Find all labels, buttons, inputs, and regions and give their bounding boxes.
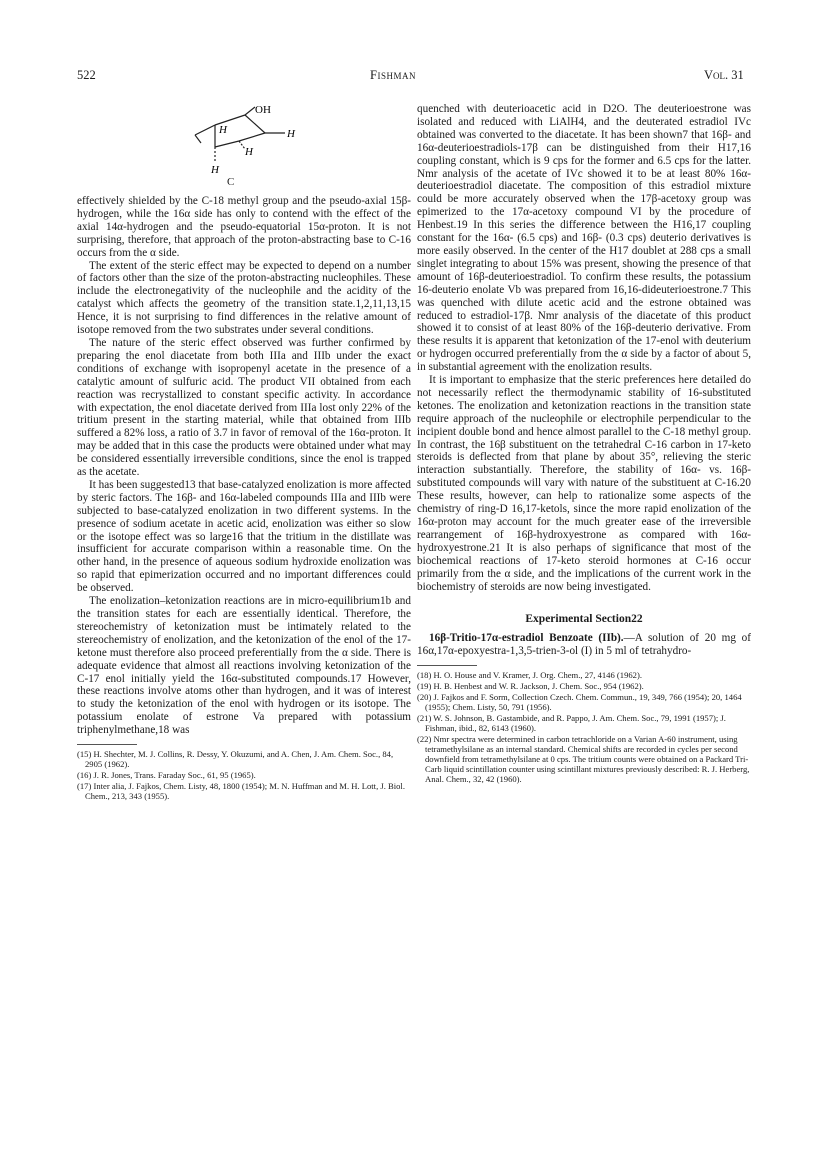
footnotes-left: [77, 749, 411, 801]
oh-label: OH: [255, 104, 271, 116]
footnote-rule: [417, 665, 477, 666]
right-column: [417, 103, 751, 785]
footnotes-right: [417, 670, 751, 784]
body-paragraph: The enolization–ketonization reactions are in micro-equilibrium1b and the transition states for each are essentially identical. Therefore, the stereochemistry of ketonization must be intimately related to the stereochemistry of enolization, and the ketonization of the enol of the 17-ketone must therefore also proceed preferentially from the α side. There is adequate evidence that almost all reactions involving ketonization of the C-17 enol initially yield the 16α-substituted compounds.17 However, these reactions involve atoms other than hydrogen, and it was of interest to study the ketonization of the enol with hydrogen or its isotope. The potassium enolate of estrone Va prepared with potassium triphenylmethane,18 was: [77, 595, 411, 737]
footnote: (22) Nmr spectra were determined in carbon tetrachloride on a Varian A-60 instrument, using tetramethylsilane as an internal standard. Chemical shifts are recorded in cycles per second downfield from tetramethylsilane at 0 cps. The tritium counts were obtained on a Packard Tri-Carb liquid scintillation counter using scintillant mixtures previously described: R. J. Herberg, Anal. Chem., 32, 42 (1960).: [417, 734, 750, 785]
footnote: (17) Inter alia, J. Fajkos, Chem. Listy, 48, 1800 (1954); M. N. Huffman and M. H. Lott, J. Biol. Chem., 213, 343 (1955).: [77, 781, 405, 802]
footnote: (20) J. Fajkos and F. Sorm, Collection Czech. Chem. Commun., 19, 349, 766 (1954); 20, 1464 (1955); Chem. Listy, 50, 791 (1956).: [417, 692, 742, 713]
footnote: (16) J. R. Jones, Trans. Faraday Soc., 61, 95 (1965).: [77, 770, 256, 781]
footnote: (15) H. Shechter, M. J. Collins, R. Dessy, Y. Okuzumi, and A. Chen, J. Am. Chem. Soc., 84, 2905 (1962).: [77, 749, 394, 770]
body-paragraph: The extent of the steric effect may be expected to depend on a number of factors other than the size of the proton-abstracting nucleophiles. These include the electronegativity of the nucleophile and the acidity of the catalyst which affects the geometry of the transition state.1,2,11,13,15 Hence, it is not surprising to find differences in the relative amount of isotope removed from the two substrates under several conditions.: [77, 259, 411, 337]
running-header: [0, 68, 821, 84]
running-author: Fishman: [370, 68, 416, 82]
section-title: Experimental Section22: [525, 613, 643, 626]
ring-d-structure-diagram: [187, 103, 307, 175]
experimental-text: —A solution of 20 mg of 16α,17α-epoxyestra-1,3,5-trien-3-ol (I) in 5 ml of tetrahydro-: [417, 632, 751, 658]
body-paragraph: quenched with deuterioacetic acid in D2O. The deuterioestrone was isolated and reduced with LiAlH4, and the deuterated estradiol IVc obtained was converted to the diacetate. It has been shown7 that 16β- and 16α-deuterioestradiols-17β can be distinguished from their H17,16 coupling constant, which is 9 cps for the former and 6.5 cps for the latter. Nmr analysis of the acetate of IVc showed it to be at least 80% 16α-deuterioestradiol diacetate. The composition of this estradiol mixture could be more accurately observed when the 17β-acetoxy group was epimerized to the 17α-acetoxy compound VI by the procedure of Henbest.19 In this series the difference between the H16,17 coupling constant for the 16α- (6.5 cps) and 16β- (0.3 cps) deuterio derivatives is more easily observed. In the center of the H17 doublet at 288 cps a small singlet integrating to about 15% was present, showing the presence of that amount of 16β-deuterioestradiol. To confirm these results, the potassium 16-deuterio enolate Vb was prepared from 16,16-dideuterioestrone.7 This was quenched with dilute acetic acid and the estrone obtained was reduced to estradiol-17β. Nmr analysis of the diacetate of this product showed it to consist of at least 80% of the 16β-deuterio derivative. From these results it is apparent that ketonization of the 17-enol with deuterium or hydrogen occurred preferentially from the α side by a factor of about 5, in substantial agreement with the enolization results.: [417, 103, 751, 374]
footnote: (18) H. O. House and V. Kramer, J. Org. Chem., 27, 4146 (1962).: [417, 670, 642, 681]
h-label-2: H: [287, 128, 295, 140]
body-paragraph: It is important to emphasize that the steric preferences here detailed do not necessarily reflect the thermodynamic stability of 16-substituted ketones. The enolization and ketonization reactions in the transition state require approach of the nucleophile or electrophile perpendicular to the incipient double bond and hence almost parallel to the C-18 methyl group. In contrast, the 16β substituent on the tetrahedral C-16 carbon in 17-keto steroids is deflected from that plane by about 35°, relieving the steric interaction substantially. Therefore, the stability of 16α- vs. 16β-substituted compounds will vary with nature of the substituent at C-16.20 These results, however, can help to rationalize some aspects of the chemistry of ring-D 16,17-ketols, since the more rapid enolization of the 16α-proton may account for the much greater ease of the irreversible rearrangement of 16β-hydroxyestrone as compared with 16α-hydroxyestrone.21 It is also perhaps of significance that most of the biochemical reactions of 17-keto steroid hormones at C-16 occur primarily from the α side, and the implications of the current work in the biochemistry of steroids are now being investigated.: [417, 374, 751, 593]
h-label-1: H: [219, 124, 227, 136]
structure-figure: [77, 103, 411, 195]
experimental-paragraph: [417, 632, 751, 658]
body-paragraph: It has been suggested13 that base-catalyzed enolization is more affected by steric factors. The 16β- and 16α-labeled compounds IIIa and IIIb were subjected to base-catalyzed enolization in two different systems. In the presence of sodium acetate in acetic acid, enolization was either so slow or the isotope effect was so large16 that the tritium in the distillate was insufficient for accurate comparison within a reasonable time. On the other hand, in the presence of aqueous sodium hydroxide enolization was so rapid that epimerization occurred and no important differences could be observed.: [77, 478, 411, 595]
body-paragraph: effectively shielded by the C-18 methyl group and the pseudo-axial 15β-hydrogen, while the 16α side has only to contend with the effect of the axial 14α-hydrogen and the pseudo-equatorial 15α-proton. It is not surprising, therefore, that approach of the proton-abstracting base to C-16 occurs from the α side.: [77, 195, 411, 259]
left-column: [77, 103, 411, 802]
h-label-3: H: [245, 146, 253, 158]
body-paragraph: The nature of the steric effect observed was further confirmed by preparing the enol diacetate from both IIIa and IIIb under the exact conditions of exchange with isopropenyl acetate in the presence of a catalytic amount of sulfuric acid. The product VII obtained from each reaction was recrystallized to constant specific activity. In accordance with expectation, the enol diacetate derived from IIIa lost only 22% of the tritium present in the starting material, while that obtained from IIIb suffered a 82% loss, a ratio of 3.7 in favor of removal of the 16α-proton. It may be added that in this case the products were obtained under what may be considered essentially irreversible conditions, since the enol is trapped as the acetate.: [77, 336, 411, 479]
experimental-subtitle: 16β-Tritio-17α-estradiol Benzoate (IIb).: [429, 632, 624, 645]
page-number: 522: [77, 68, 96, 82]
h-label-4: H: [211, 164, 219, 175]
footnote: (21) W. S. Johnson, B. Gastambide, and R. Pappo, J. Am. Chem. Soc., 79, 1991 (1957); J. Fishman, ibid., 82, 6143 (1960).: [417, 713, 726, 734]
footnote-rule: [77, 744, 137, 745]
figure-caption: C: [227, 176, 235, 188]
footnote: (19) H. B. Henbest and W. R. Jackson, J. Chem. Soc., 954 (1962).: [417, 681, 644, 692]
volume-label: Vol. 31: [704, 68, 744, 82]
